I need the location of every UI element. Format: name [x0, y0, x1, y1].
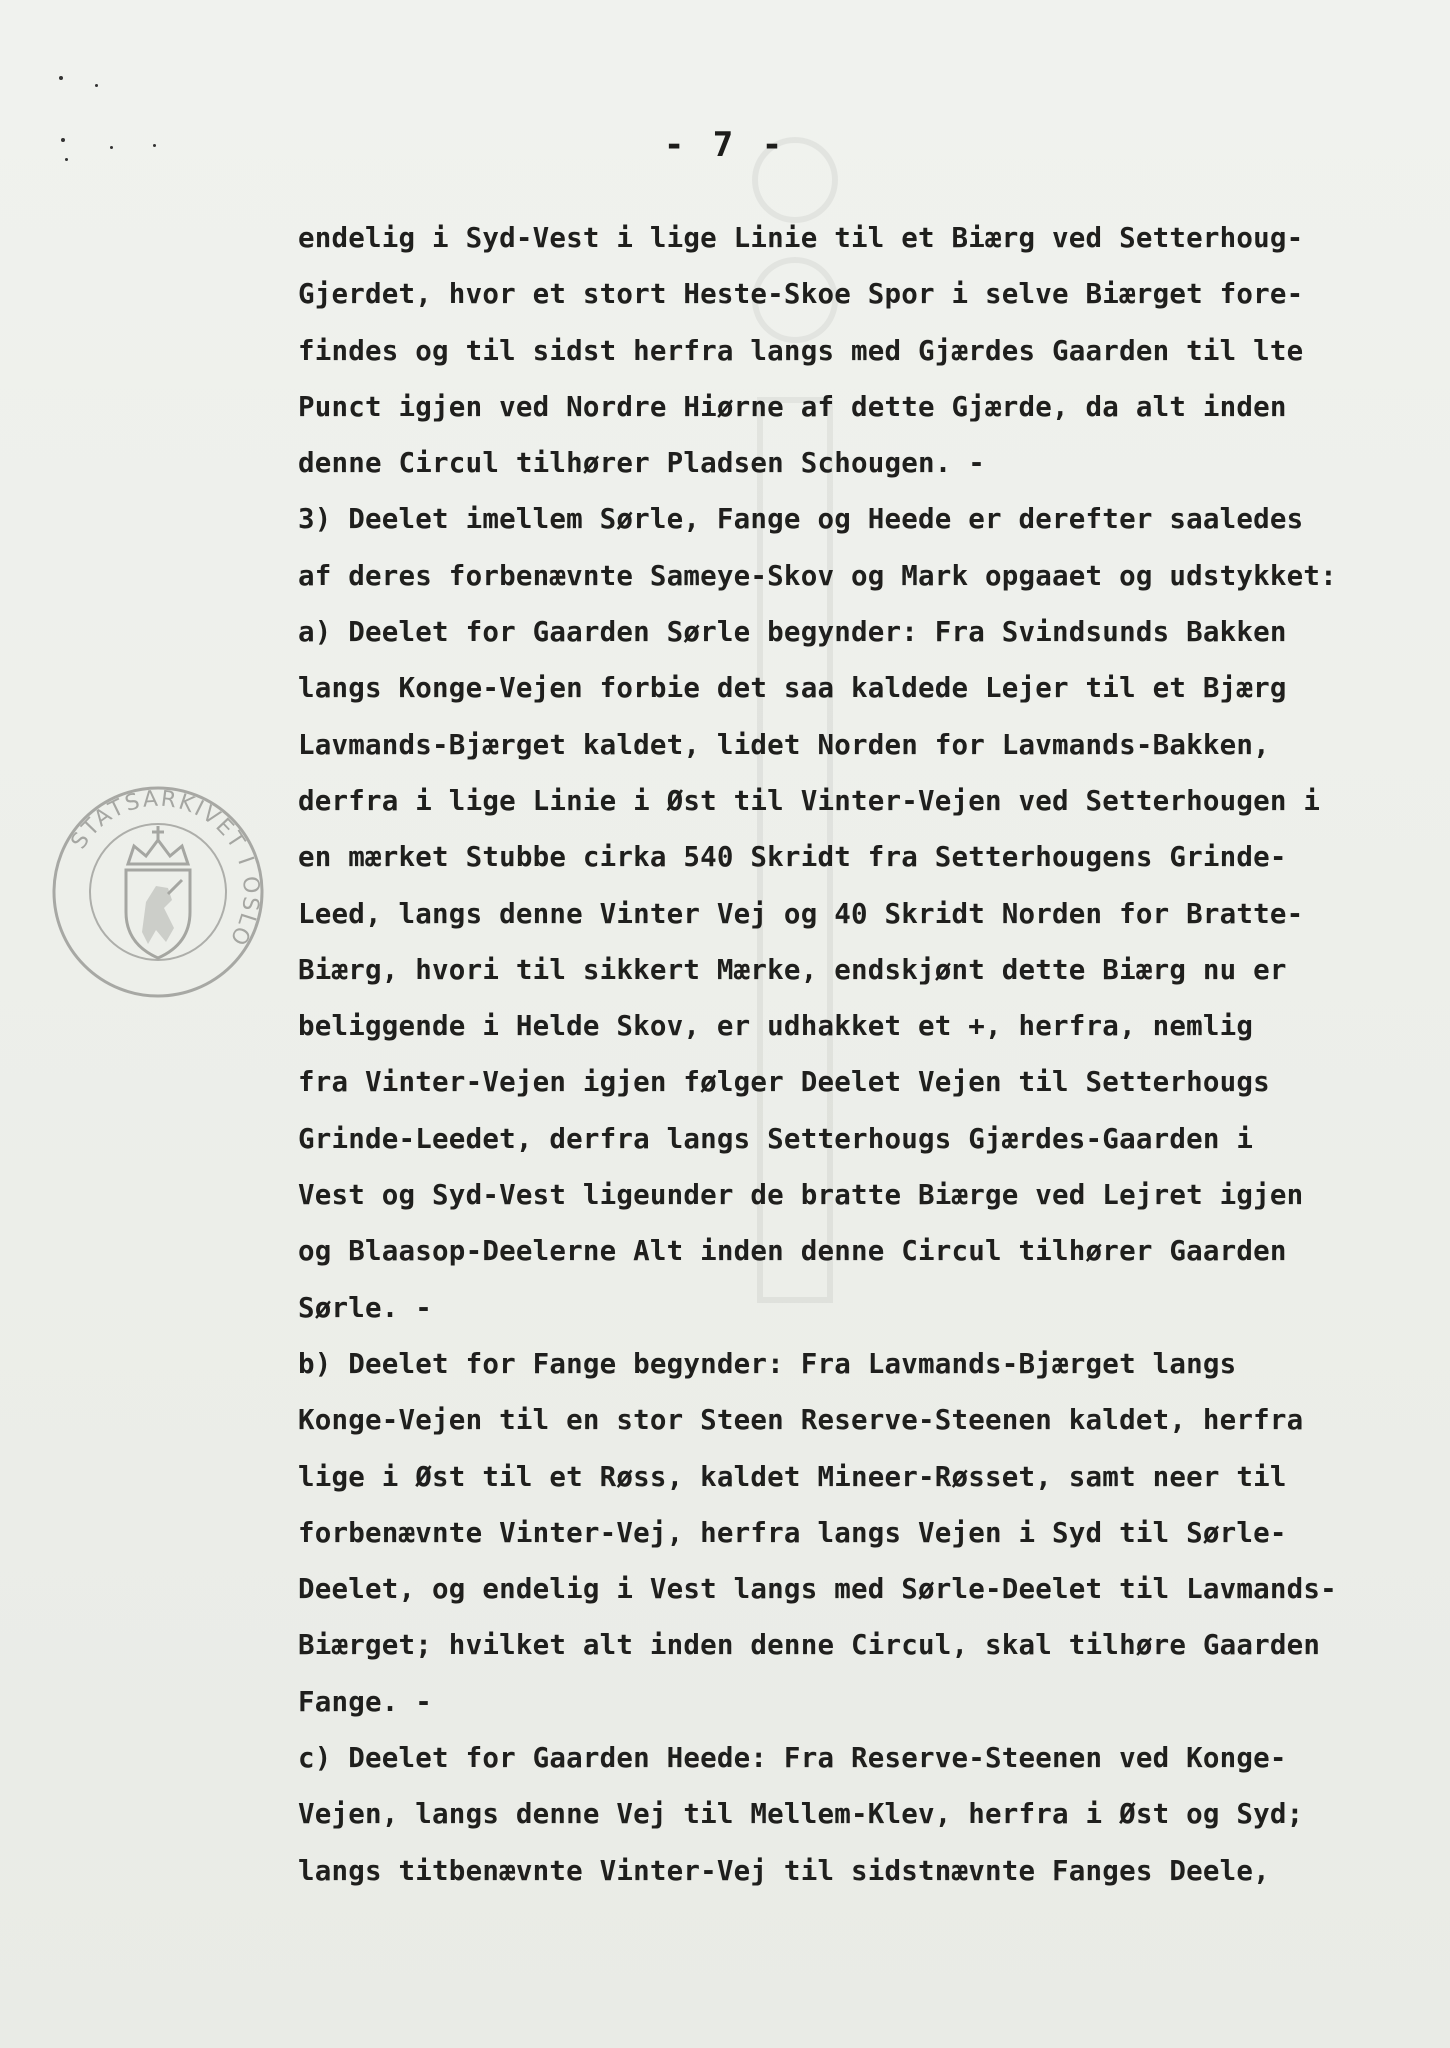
text-line: c) Deelet for Gaarden Heede: Fra Reserve-Steenen ved Konge- — [298, 1742, 1287, 1775]
text-line: Biærg, hvori til sikkert Mærke, endskjønt dette Biærg nu er — [298, 953, 1287, 986]
text-line: findes og til sidst herfra langs med Gjærdes Gaarden til lte — [298, 334, 1304, 367]
text-line: lige i Øst til et Røss, kaldet Mineer-Røsset, samt neer til — [298, 1460, 1287, 1493]
archive-seal-stamp — [48, 782, 268, 1002]
text-line: Sørle. - — [298, 1291, 433, 1324]
text-line: forbenævnte Vinter-Vej, herfra langs Vejen i Syd til Sørle- — [298, 1516, 1287, 1549]
text-line: beliggende i Helde Skov, er udhakket et +, herfra, nemlig — [298, 1010, 1254, 1043]
text-line: Punct igjen ved Nordre Hiørne af dette Gjærde, da alt inden — [298, 390, 1287, 423]
text-line: Deelet, og endelig i Vest langs med Sørle-Deelet til Lavmands- — [298, 1573, 1337, 1606]
text-line: Lavmands-Bjærget kaldet, lidet Norden for Lavmands-Bakken, — [298, 728, 1270, 761]
text-line: Vest og Syd-Vest ligeunder de bratte Biærge ved Lejret igjen — [298, 1179, 1304, 1212]
text-line: Vejen, langs denne Vej til Mellem-Klev, herfra i Øst og Syd; — [298, 1798, 1304, 1831]
text-line: Konge-Vejen til en stor Steen Reserve-Steenen kaldet, herfra — [298, 1404, 1304, 1437]
text-line: og Blaasop-Deelerne Alt inden denne Circul tilhører Gaarden — [298, 1235, 1287, 1268]
text-line: denne Circul tilhører Pladsen Schougen. - — [298, 447, 986, 480]
text-line: langs Konge-Vejen forbie det saa kaldede Lejer til et Bjærg — [298, 672, 1287, 705]
page-number: - 7 - — [663, 125, 787, 165]
text-line: af deres forbenævnte Sameye-Skov og Mark opgaaet og udstykket: — [298, 559, 1337, 592]
seal-text: STATSARKIVET I OSLO — [66, 786, 264, 951]
text-line: a) Deelet for Gaarden Sørle begynder: Fra Svindsunds Bakken — [298, 616, 1287, 649]
text-line: fra Vinter-Vejen igjen følger Deelet Vejen til Setterhougs — [298, 1066, 1270, 1099]
text-line: langs titbenævnte Vinter-Vej til sidstnævnte Fanges Deele, — [298, 1854, 1270, 1887]
text-line: Gjerdet, hvor et stort Heste-Skoe Spor i selve Biærget fore- — [298, 278, 1304, 311]
text-line: endelig i Syd-Vest i lige Linie til et Biærg ved Setterhoug- — [298, 222, 1304, 254]
text-line: Grinde-Leedet, derfra langs Setterhougs Gjærdes-Gaarden i — [298, 1122, 1254, 1155]
text-line: en mærket Stubbe cirka 540 Skridt fra Setterhougens Grinde- — [298, 841, 1287, 874]
document-body — [298, 210, 1388, 1899]
text-line: Fange. - — [298, 1685, 433, 1718]
text-line: Biærget; hvilket alt inden denne Circul, skal tilhøre Gaarden — [298, 1629, 1321, 1662]
text-line: b) Deelet for Fange begynder: Fra Lavmands-Bjærget langs — [298, 1347, 1237, 1380]
text-line: 3) Deelet imellem Sørle, Fange og Heede er derefter saaledes — [298, 503, 1304, 536]
text-line: Leed, langs denne Vinter Vej og 40 Skridt Norden for Bratte- — [298, 897, 1304, 930]
text-line: derfra i lige Linie i Øst til Vinter-Vejen ved Setterhougen i — [298, 784, 1321, 817]
